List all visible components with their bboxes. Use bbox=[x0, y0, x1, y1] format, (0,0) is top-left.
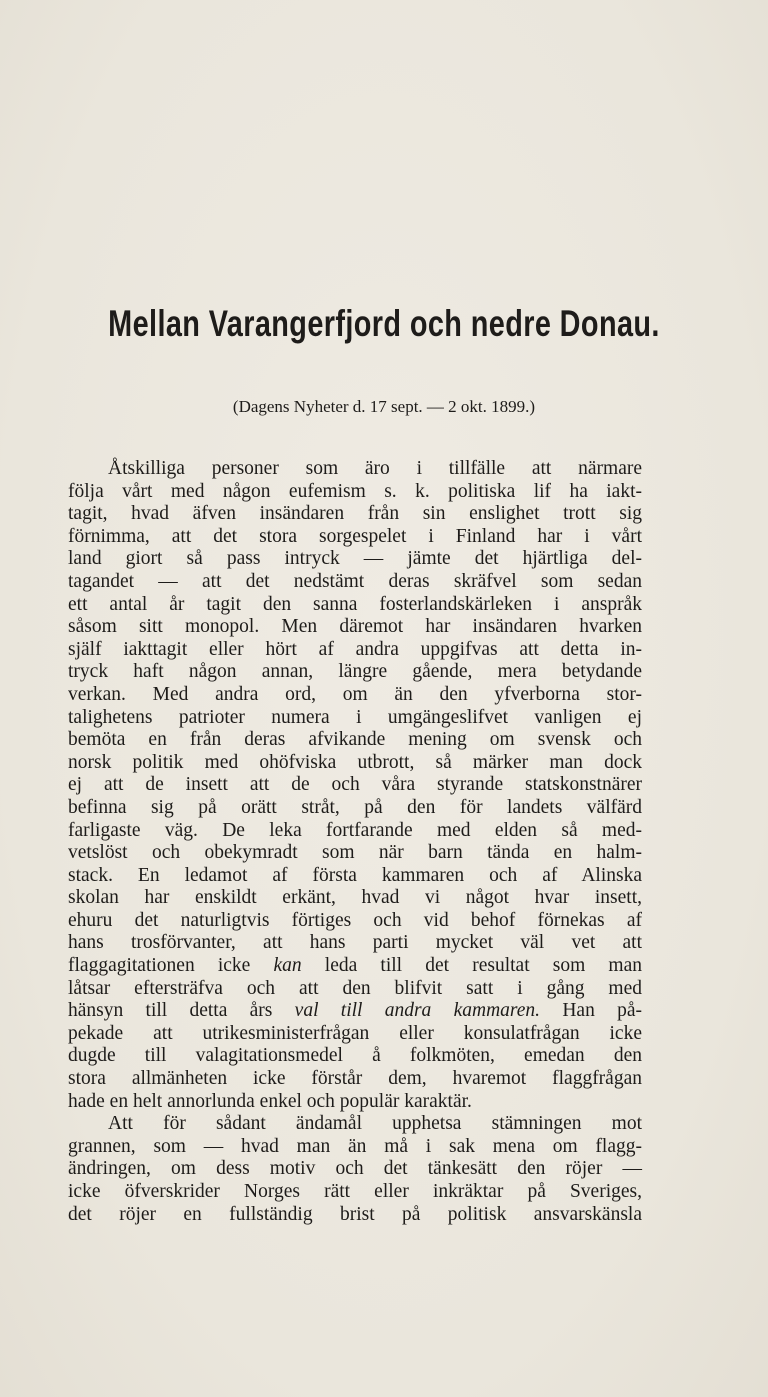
text-line: skolan har enskildt erkänt, hvad vi något hvar insett, bbox=[68, 887, 642, 909]
text-line: ett antal år tagit den sanna fosterlandskärleken i anspråk bbox=[68, 593, 642, 615]
text-line: tagit, hvad äfven insändaren från sin enslighet trott sig bbox=[68, 503, 642, 525]
text-line: själf iakttagit eller hört af andra uppgifvas att detta in- bbox=[68, 638, 642, 660]
text-line: stack. En ledamot af första kammaren och af Alinska bbox=[68, 864, 642, 886]
text-line: Att för sådant ändamål upphetsa stämningen mot bbox=[108, 1113, 642, 1135]
italic-emphasis: kan bbox=[273, 955, 302, 977]
text-line: ehuru det naturligtvis förtiges och vid behof förnekas af bbox=[68, 909, 642, 931]
text-line: ej att de insett att de och våra styrande statskonstnärer bbox=[68, 774, 642, 796]
article-body bbox=[68, 458, 642, 1226]
text-line: tryck haft någon annan, längre gående, mera betydande bbox=[68, 661, 642, 683]
text-line: Åtskilliga personer som äro i tillfälle att närmare bbox=[108, 458, 642, 479]
text-line: pekade att utrikesministerfrågan eller konsulatfrågan icke bbox=[68, 1022, 642, 1044]
page-title: Mellan Varangerfjord och nedre Donau. bbox=[108, 303, 660, 344]
text-line: befinna sig på orätt stråt, på den för landets välfärd bbox=[68, 796, 642, 818]
text-line: låtsar eftersträfva och att den blifvit satt i gång med bbox=[68, 977, 642, 999]
text-line: icke öfverskrider Norges rätt eller inkräktar på Sveriges, bbox=[68, 1181, 642, 1202]
text-line: bemöta en från deras afvikande mening om svensk och bbox=[68, 729, 642, 751]
text-line: ändringen, om dess motiv och det tänkesätt den röjer — bbox=[68, 1158, 642, 1180]
text-line: förnimma, att det stora sorgespelet i Finland har i vårt bbox=[68, 525, 642, 547]
text-line: hans trosförvanter, att hans parti mycket väl vet att bbox=[68, 932, 642, 954]
text-line: hade en helt annorlunda enkel och populär karaktär. bbox=[68, 1090, 472, 1112]
text-line: tagandet — att det nedstämt deras skräfvel som sedan bbox=[68, 570, 642, 592]
text-line: såsom sitt monopol. Men däremot har insändaren hvarken bbox=[68, 616, 642, 638]
text-line: vetslöst och obekymradt som när barn tända en halm- bbox=[68, 842, 642, 864]
text-line: dugde till valagitationsmedel å folkmöten, emedan den bbox=[68, 1045, 642, 1067]
text-line: norsk politik med ohöfviska utbrott, så märker man dock bbox=[68, 751, 642, 773]
text-line: hänsyn till detta års val till andra kammaren. Han på- bbox=[68, 1000, 643, 1022]
source-citation: (Dagens Nyheter d. 17 sept. — 2 okt. 1899.) bbox=[232, 397, 536, 416]
text-line: grannen, som — hvad man än må i sak mena om flagg- bbox=[68, 1135, 642, 1157]
text-line: följa vårt med någon eufemism s. k. politiska lif ha iakt- bbox=[68, 480, 642, 502]
text-line: det röjer en fullständig brist på politisk ansvarskänsla bbox=[68, 1203, 642, 1225]
italic-emphasis: val till andra kammaren. bbox=[294, 1000, 541, 1022]
text-line: stora allmänheten icke förstår dem, hvaremot flaggfrågan bbox=[68, 1068, 642, 1090]
text-line: farligaste väg. De leka fortfarande med elden så med- bbox=[68, 819, 642, 841]
text-line: land giort så pass intryck — jämte det hjärtliga del- bbox=[68, 548, 642, 570]
text-line: talighetens patrioter numera i umgängeslifvet vanligen ej bbox=[68, 706, 642, 728]
text-line: flaggagitationen icke kan leda till det resultat som man bbox=[68, 955, 642, 977]
text-line: verkan. Med andra ord, om än den yfverborna stor- bbox=[68, 683, 642, 705]
